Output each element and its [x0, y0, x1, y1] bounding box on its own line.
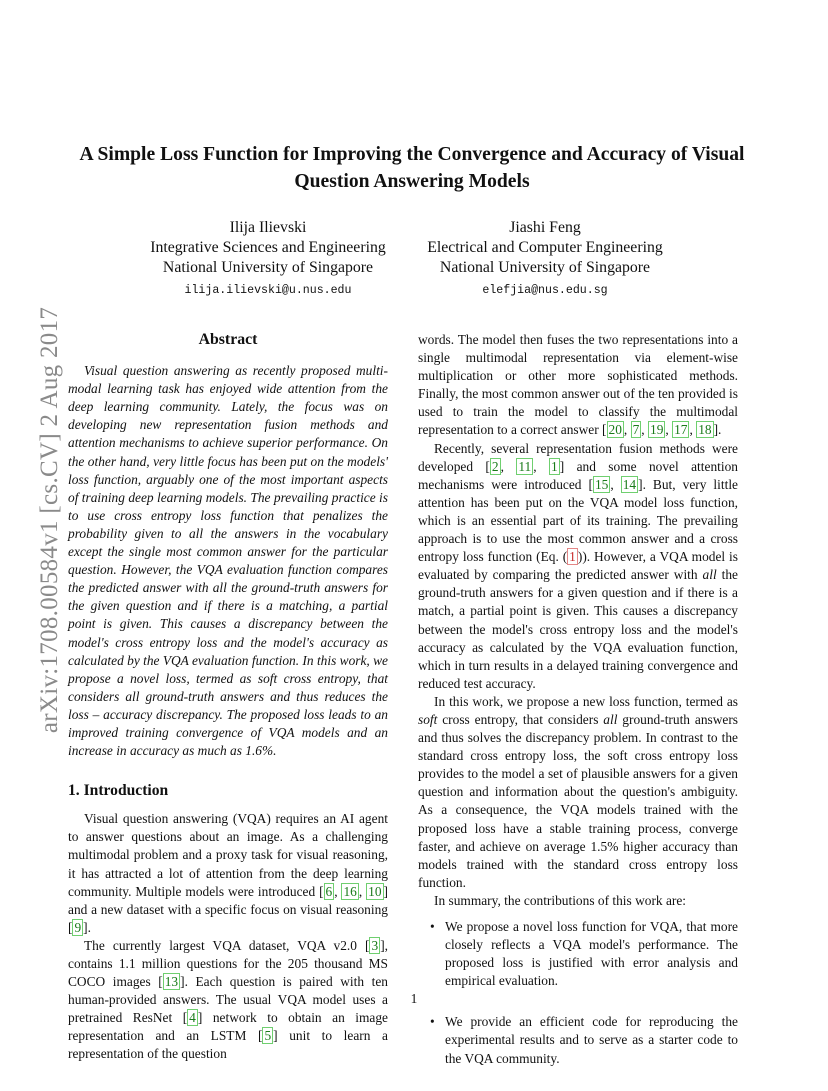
citation-link[interactable]: 3 — [371, 937, 379, 953]
text-run: ], contains 1.1 million questions for the 205 thousand MS COCO images [ — [68, 937, 388, 990]
citation-link[interactable]: 11 — [518, 458, 532, 474]
emphasis-text: soft — [418, 711, 438, 727]
intro-paragraph-5 — [418, 693, 738, 892]
text-run: , — [623, 422, 631, 438]
citation-link[interactable]: 10 — [368, 883, 382, 899]
text-run: ] and a new dataset with a specific focus on visual reasoning [ — [68, 883, 388, 935]
contribution-text: We propose a novel loss function for VQA, that more closely reflects a VQA model's performance. The proposed loss is justified with error analysis and empirical evaluation. — [445, 919, 738, 989]
text-run: ]. But, very little attention has been put on the VQA model loss function, which is an essential part of its training. The prevailing approach is to use the most common answer and a cross entropy loss function (Eq. ( — [418, 476, 738, 565]
citation-link[interactable]: 20 — [608, 422, 622, 438]
text-run: ] network to obtain an image representation and an LSTM [ — [68, 1010, 388, 1044]
author-affiliation: Electrical and Computer Engineering — [427, 239, 663, 256]
text-run: , — [358, 883, 367, 899]
paper-title — [62, 141, 762, 195]
text-run: , — [641, 422, 648, 438]
arxiv-stamp: arXiv:1708.00584v1 [cs.CV] 2 Aug 2017 — [36, 306, 63, 734]
intro-paragraph-6: In summary, the contributions of this work are: — [434, 892, 687, 908]
intro-paragraph-4 — [418, 440, 738, 693]
text-run: ]. — [713, 422, 722, 438]
author-name: Jiashi Feng — [509, 219, 581, 236]
text-run: , — [689, 422, 697, 438]
text-run: , — [665, 422, 673, 438]
text-run: words. The model then fuses the two representations into a single multimodal representation via element-wise multiplication or other more sophisticated methods. Finally, the most common answer out of the ten provided is used to train the model to classify the multimodal representation to a correct answer [ — [418, 332, 738, 438]
text-run: In this work, we propose a new loss function, termed as — [434, 693, 738, 709]
text-run: cross entropy, that considers — [437, 711, 604, 727]
emphasis-text: all — [702, 567, 717, 583]
abstract-heading: Abstract — [198, 331, 258, 348]
citation-link[interactable]: 17 — [674, 422, 688, 438]
citation-link[interactable]: 7 — [632, 422, 640, 438]
author-institution: National University of Singapore — [439, 259, 651, 276]
citation-link[interactable]: 14 — [622, 476, 637, 492]
citation-link[interactable]: 13 — [164, 974, 179, 990]
author-institution: National University of Singapore — [162, 259, 374, 276]
title-line-1: A Simple Loss Function for Improving the Convergence and Accuracy of Visual — [79, 144, 745, 165]
text-run: ] and some novel attention mechanisms were introduced [ — [418, 458, 738, 492]
citation-link[interactable]: 2 — [491, 458, 499, 474]
list-item — [418, 918, 738, 990]
author-block-1 — [118, 218, 418, 301]
citation-link[interactable]: 4 — [189, 1010, 196, 1026]
citation-link[interactable]: 9 — [74, 919, 82, 935]
emphasis-text: all — [603, 711, 618, 727]
bullet-icon: • — [430, 1014, 435, 1030]
author-affiliation: Integrative Sciences and Engineering — [150, 239, 386, 256]
text-run: ]. Each question is paired with ten human-provided answers. The usual VQA model uses a pretrained ResNet [ — [68, 974, 388, 1026]
author-block-2 — [395, 218, 695, 301]
author-name: Ilija Ilievski — [229, 219, 307, 236]
text-run: , — [610, 476, 621, 492]
intro-paragraph-1 — [68, 810, 388, 937]
citation-link[interactable]: 18 — [698, 422, 712, 438]
text-run: ]. — [83, 919, 91, 935]
text-run: Visual question answering (VQA) requires an AI agent to answer questions about an image. As a challenging multimodal problem and a proxy task for visual reasoning, it has attracted a lot of attention from the deep learning community. Multiple models were introduced [ — [68, 811, 388, 899]
left-column — [68, 331, 388, 1064]
page-number: 1 — [410, 991, 418, 1006]
intro-paragraph-3 — [418, 331, 738, 440]
citation-link[interactable]: 16 — [343, 883, 357, 899]
text-run: , — [334, 883, 342, 899]
introduction-heading: 1. Introduction — [68, 782, 169, 800]
abstract-text: Visual question answering as recently proposed multi-modal learning task has enjoyed wide attention from the deep learning community. Lately, the focus was on developing new representation fusion methods and attention mechanisms to achieve superior performance. On the other hand, very little focus has been put on the models' loss function, arguably one of the most important aspects of training deep learning models. The prevailing practice is to use cross entropy loss function that penalizes the probability given to all the answers in the vocabulary except the single most common answer for the particular question. However, the VQA evaluation function compares the predicted answer with all the ground-truth answers for the given question and if there is a matching, a partial point is given. This causes a discrepancy between the model's cross entropy loss and the model's accuracy as calculated by the VQA evaluation function. In this work, we propose a novel loss, termed as soft cross entropy, that considers all ground-truth answers and thus reduces the loss – accuracy discrepancy. The proposed loss leads to an improved training convergence of VQA models and an increase in accuracy as much as 1.6%. — [68, 363, 388, 759]
citation-link[interactable]: 15 — [594, 476, 609, 492]
text-run: , — [533, 458, 549, 474]
text-run: Recently, several representation fusion methods were developed [ — [418, 440, 738, 474]
author-email[interactable]: elefjia@nus.edu.sg — [482, 284, 608, 297]
equation-reference-link[interactable]: 1 — [569, 549, 576, 565]
right-column — [418, 331, 738, 1091]
contribution-text: We provide an efficient code for reproducing the experimental results and to serve as a starter code to the VQA community. — [445, 1014, 738, 1066]
citation-link[interactable]: 5 — [264, 1028, 272, 1044]
author-email[interactable]: ilija.ilievski@u.nus.edu — [184, 284, 352, 297]
citation-link[interactable]: 6 — [325, 883, 333, 899]
bullet-icon: • — [430, 919, 435, 934]
text-run: The currently largest VQA dataset, VQA v2.0 [ — [84, 937, 370, 953]
title-line-2: Question Answering Models — [294, 171, 530, 192]
list-item — [418, 1013, 738, 1067]
text-run: ground-truth answers and thus solves the discrepancy problem. In contrast to the standard cross entropy loss, the soft cross entropy loss provides to the model a set of plausible answers for a given question and information about the question's ambiguity. As a consequence, the VQA models trained with the proposed loss have a stable training process, converge faster, and achieve on average 1.5% higher accuracy than models trained with the standard cross entropy loss function. — [418, 711, 739, 890]
text-run: , — [500, 458, 517, 474]
text-run: )). However, a VQA model is evaluated by comparing the predicted answer with — [418, 549, 738, 583]
citation-link[interactable]: 19 — [650, 422, 664, 438]
citation-link[interactable]: 1 — [551, 458, 558, 474]
text-run: ] unit to learn a representation of the question — [68, 1028, 388, 1062]
text-run: the ground-truth answers for a given question and if there is a match, a partial point is given. This causes a discrepancy between the model's cross entropy loss and the model's accuracy as calculated by the VQA evaluation function, which in turn results in a delayed training convergence and reduced test accuracy. — [418, 567, 738, 691]
